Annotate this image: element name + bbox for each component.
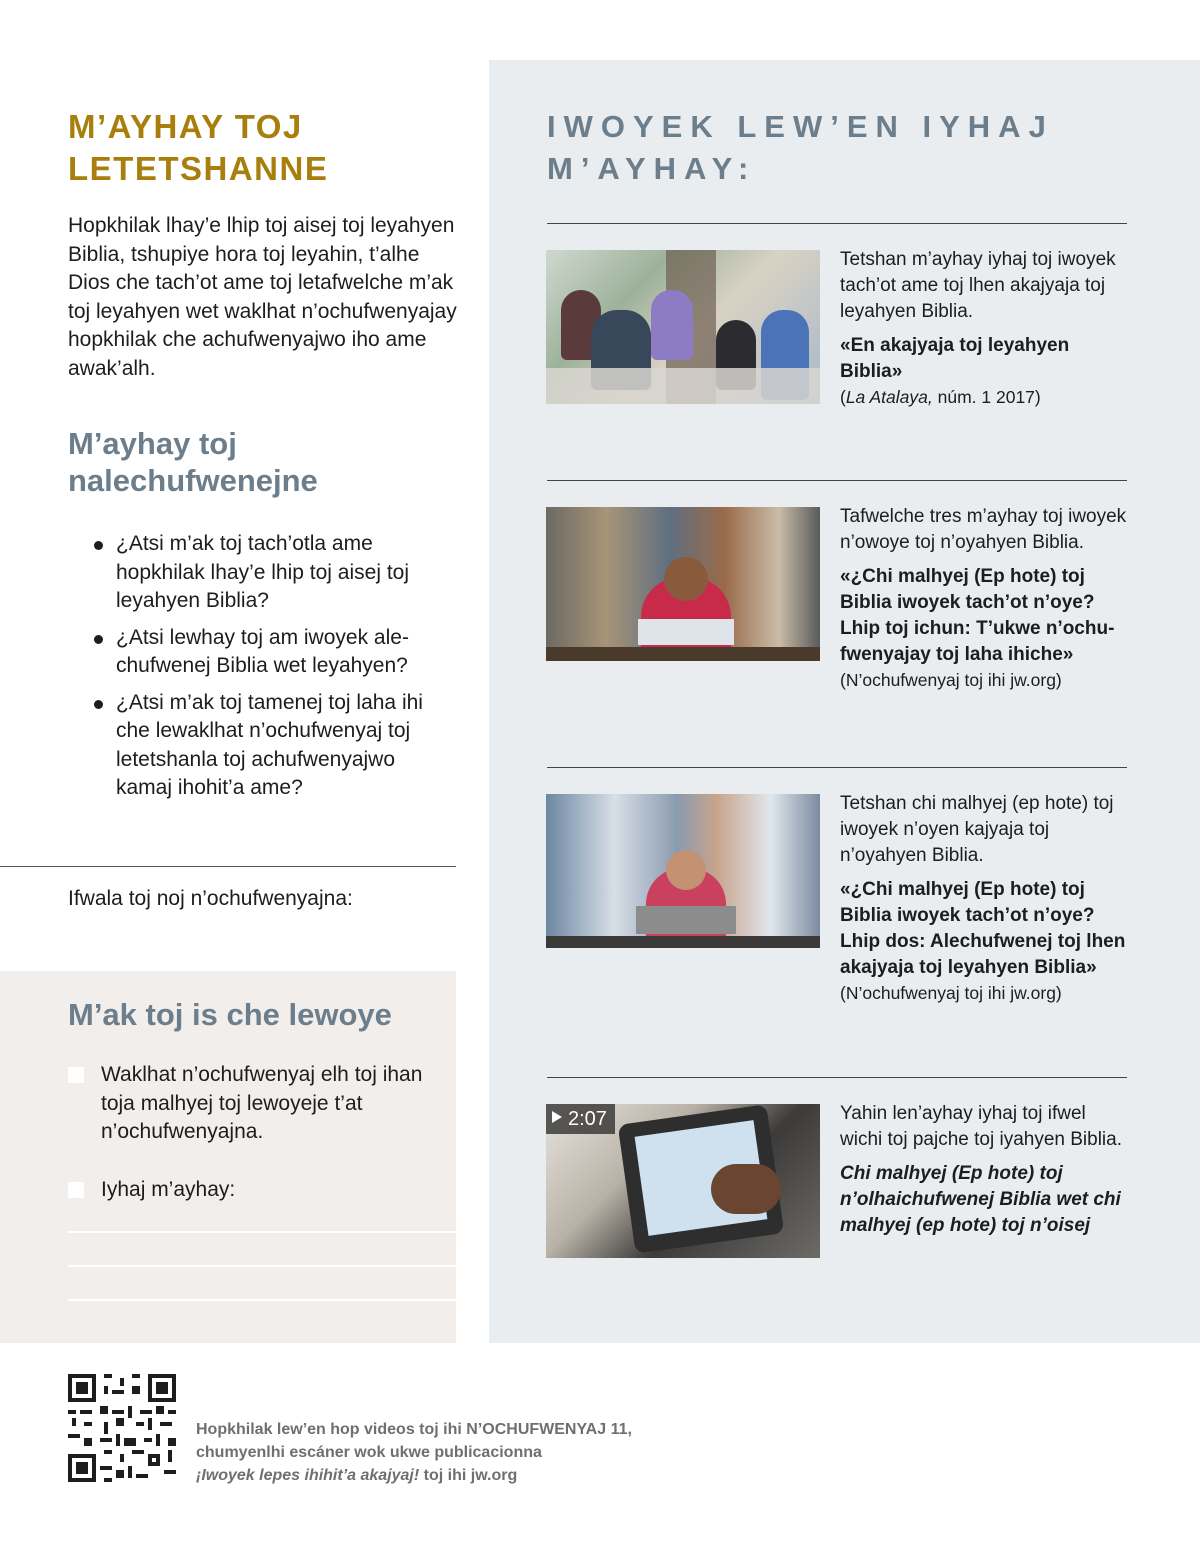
list-item	[94, 624, 456, 681]
article-thumbnail[interactable]	[546, 794, 820, 948]
checkbox[interactable]	[68, 1182, 84, 1198]
divider	[0, 866, 456, 867]
bullet-icon	[94, 700, 103, 709]
footer-line: toj ihi jw.org	[419, 1467, 518, 1484]
question-text: ¿Atsi lewhay toj am iwoyek alechufwenej Biblia wet leyahyen?	[116, 625, 409, 677]
footer-line: Hopkhilak lew’en hop videos toj ihi N’OCHUFWENYAJ 11,	[196, 1421, 632, 1438]
goal-heading: M’ak toj is che lewoye	[68, 997, 392, 1032]
goal-item	[68, 1176, 428, 1205]
checkbox[interactable]	[68, 1067, 84, 1083]
goal-item-text: Waklhat n’ochufwenyaj elh toj ihan toja malhyej toj lewoyeje t’at n’ochufwenyajna.	[101, 1063, 423, 1143]
resource-title[interactable]: «¿Chi malhyej (Ep hote) toj Biblia iwoyek tach’ot n’oye? Lhip dos: Alechufwenej toj lhen akajyaja toj leyahyen Biblia»	[840, 879, 1126, 978]
question-text: ¿Atsi m’ak toj tamenej toj laha ihi che lewaklhat n’ochufwenyaj toj letetshanla toj achufwenyajwo kamaj ihohit’a ame?	[116, 690, 423, 799]
intro-paragraph: Hopkhilak lhay’e lhip toj aisej toj leyahyen Biblia, tshupiye hora toj leyahin, t’alhe Dios che tach’ot ame toj letafwelche m’ak toj leyahyen wet waklhat n’ochufwenyajay hopkhilak che achufwenyajwo iho ame awak’alh.	[68, 214, 457, 380]
main-title: M’AYHAY TOJ LETETSHANNE	[68, 108, 329, 187]
source-rest: núm. 1 2017)	[932, 387, 1041, 407]
next-lesson-date-label: Ifwala toj noj n’ochufwenyajna:	[68, 887, 353, 910]
bullet-icon	[94, 541, 103, 550]
goal-item	[68, 1061, 428, 1147]
book-shape	[638, 619, 734, 645]
write-line[interactable]	[68, 1231, 456, 1233]
publication-title[interactable]: ¡Iwoyek lepes ihihit’a akajyaj!	[196, 1467, 420, 1484]
person-shape	[651, 290, 693, 360]
table-shape	[546, 936, 820, 948]
divider	[547, 480, 1127, 481]
goal-item-text: Iyhaj m’ayhay:	[101, 1178, 236, 1201]
footer-note	[196, 1418, 716, 1487]
resource-description: Yahin len’ayhay iyhaj toj ifwel wichi toj pajche toj iyahyen Biblia.	[840, 1103, 1122, 1150]
footer-line: chumyenlhi escáner wok ukwe publicacionna	[196, 1444, 542, 1461]
reader-head-shape	[664, 557, 708, 601]
resource-description: Tafwelche tres m’ayhay toj iwoyek n’owoye toj n’oyahyen Biblia.	[840, 506, 1127, 553]
reader-head-shape	[666, 850, 706, 890]
resource-description: Tetshan m’ayhay iyhaj toj iwoyek tach’ot ame toj lhen akajyaja toj leyahyen Biblia.	[840, 249, 1116, 322]
table-shape	[546, 368, 820, 404]
resource-source: (N’ochufwenyaj toj ihi jw.org)	[840, 983, 1062, 1003]
resource-item	[840, 247, 1130, 410]
hand-shape	[711, 1164, 781, 1214]
bullet-icon	[94, 635, 103, 644]
write-line[interactable]	[68, 1265, 456, 1267]
resource-title[interactable]: «¿Chi malhyej (Ep hote) toj Biblia iwoyek tach’ot n’oye? Lhip toj ichun: T’ukwe n’ochufwenyajay toj laha ihiche»	[840, 566, 1115, 665]
question-text: ¿Atsi m’ak toj tach’otla ame hopkhilak lhay’e lhip toj aisej toj leyahyen Biblia?	[116, 532, 410, 612]
resource-source: (La Atalaya, núm. 1 2017)	[840, 387, 1041, 407]
article-thumbnail[interactable]	[546, 250, 820, 404]
article-thumbnail[interactable]	[546, 507, 820, 661]
qr-code-icon[interactable]	[68, 1374, 176, 1482]
book-shape	[636, 906, 736, 934]
list-item	[94, 689, 456, 803]
review-heading: M’ayhay toj nalechufwenejne	[68, 426, 318, 498]
video-duration-badge	[546, 1104, 615, 1134]
divider	[547, 767, 1127, 768]
write-line[interactable]	[68, 1299, 456, 1301]
video-thumbnail[interactable]	[546, 1104, 820, 1258]
video-duration: 2:07	[568, 1108, 607, 1130]
table-shape	[546, 647, 820, 661]
resource-description: Tetshan chi malhyej (ep hote) toj iwoyek n’oyen kajyaja toj n’oyahyen Biblia.	[840, 793, 1114, 866]
list-item	[94, 530, 456, 616]
divider	[547, 1077, 1127, 1078]
resource-item	[840, 504, 1130, 693]
resource-item	[840, 791, 1130, 1006]
play-icon	[552, 1111, 562, 1123]
resource-source: (N’ochufwenyaj toj ihi jw.org)	[840, 670, 1062, 690]
source-italic: La Atalaya,	[845, 387, 933, 407]
review-questions	[94, 530, 456, 811]
resource-title[interactable]: «En akajyaja toj leyahyen Biblia»	[840, 335, 1070, 382]
resource-title[interactable]: Chi malhyej (Ep hote) toj n’olhaichufwenej Biblia wet chi malhyej (ep hote) toj n’oisej	[840, 1163, 1121, 1236]
divider	[547, 223, 1127, 224]
side-panel-title: IWOYEK LEW’EN IYHAJ M’AYHAY:	[547, 109, 1054, 186]
resource-item	[840, 1101, 1130, 1239]
